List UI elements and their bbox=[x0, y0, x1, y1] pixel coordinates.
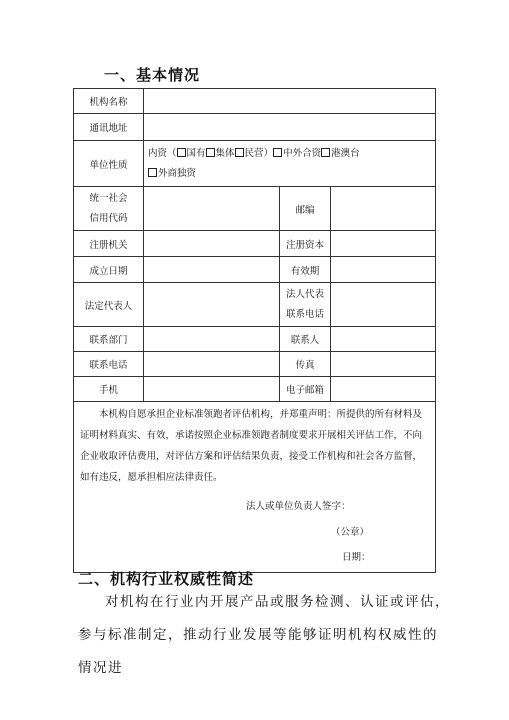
org-name-field[interactable] bbox=[144, 89, 436, 114]
phone-field[interactable] bbox=[144, 352, 280, 377]
unit-nature-label: 单位性质 bbox=[74, 141, 144, 187]
legal-rep-phone-label bbox=[280, 283, 331, 327]
credit-code-field[interactable] bbox=[144, 187, 280, 231]
email-label: 电子邮箱 bbox=[280, 377, 331, 402]
valid-field[interactable] bbox=[331, 257, 436, 283]
checkbox-collective[interactable] bbox=[206, 148, 215, 157]
section-2-body bbox=[78, 586, 450, 685]
mobile-field[interactable] bbox=[144, 377, 280, 402]
unit-nature-options bbox=[144, 141, 436, 187]
legal-rep-field[interactable] bbox=[144, 283, 280, 327]
option-foreign-owned-label: 外商独资 bbox=[158, 167, 197, 179]
legal-rep-phone-label-line1: 法人代表 bbox=[285, 288, 324, 300]
domestic-capital-label: 内资（ bbox=[148, 147, 177, 159]
option-private-label: 民营 bbox=[244, 147, 264, 159]
reg-authority-field[interactable] bbox=[144, 231, 280, 257]
dept-field[interactable] bbox=[144, 327, 280, 352]
contact-label: 联系人 bbox=[280, 327, 331, 352]
option-joint-venture-label: 中外合资 bbox=[283, 147, 322, 159]
checkbox-foreign-owned[interactable] bbox=[148, 168, 157, 177]
address-field[interactable] bbox=[144, 114, 436, 141]
signature-area bbox=[74, 488, 435, 572]
email-field[interactable] bbox=[331, 377, 436, 402]
postcode-label: 邮编 bbox=[280, 187, 331, 231]
postcode-field[interactable] bbox=[331, 187, 436, 231]
contact-field[interactable] bbox=[331, 327, 436, 352]
declaration-text: 本机构自愿承担企业标准领跑者评估机构，并郑重声明：所提供的所有材料及证明材料真实、有效，承诺按照企业标准领跑者制度要求开展相关评估工作，不向企业收取评估费用，对评估方案和评估结果负责，接受工作机构和社会各方监督，如有违反，愿承担相应法律责任。 bbox=[80, 409, 423, 483]
mobile-label: 手机 bbox=[74, 377, 144, 402]
section-2-paragraph: 对机构在行业内开展产品或服务检测、认证或评估，参与标准制定，推动行业发展等能够证明机构权威性的情况进 bbox=[78, 594, 450, 676]
reg-authority-label: 注册机关 bbox=[74, 231, 144, 257]
checkbox-private[interactable] bbox=[235, 148, 244, 157]
option-state-owned-label: 国有 bbox=[186, 147, 206, 159]
credit-code-label bbox=[74, 187, 144, 231]
date-label: 日期： bbox=[342, 552, 371, 563]
legal-rep-phone-field[interactable] bbox=[331, 283, 436, 327]
checkbox-joint-venture[interactable] bbox=[273, 148, 282, 157]
signature-label: 法人或单位负责人签字： bbox=[246, 501, 351, 512]
fax-label: 传真 bbox=[280, 352, 331, 377]
reg-capital-field[interactable] bbox=[331, 231, 436, 257]
section-2-title: 二、机构行业权威性简述 bbox=[78, 570, 255, 588]
checkbox-state-owned[interactable] bbox=[177, 148, 186, 157]
founded-field[interactable] bbox=[144, 257, 280, 283]
fax-field[interactable] bbox=[331, 352, 436, 377]
seal-label: （公章） bbox=[331, 527, 370, 538]
reg-capital-label: 注册资本 bbox=[280, 231, 331, 257]
legal-rep-label: 法定代表人 bbox=[74, 283, 144, 327]
phone-label: 联系电话 bbox=[74, 352, 144, 377]
founded-label: 成立日期 bbox=[74, 257, 144, 283]
section-1-title: 一、基本情况 bbox=[104, 66, 201, 84]
credit-code-label-line2: 信用代码 bbox=[89, 212, 128, 224]
option-collective-label: 集体 bbox=[215, 147, 235, 159]
checkbox-hk-macao-taiwan[interactable] bbox=[321, 148, 330, 157]
valid-label: 有效期 bbox=[280, 257, 331, 283]
address-label: 通讯地址 bbox=[74, 114, 144, 141]
basic-info-table bbox=[73, 88, 436, 573]
dept-label: 联系部门 bbox=[74, 327, 144, 352]
domestic-close-paren: ） bbox=[263, 147, 274, 159]
option-hk-macao-taiwan-label: 港澳台 bbox=[331, 147, 360, 159]
declaration-cell bbox=[74, 402, 436, 573]
legal-rep-phone-label-line2: 联系电话 bbox=[285, 308, 324, 320]
org-name-label: 机构名称 bbox=[74, 89, 144, 114]
credit-code-label-line1: 统一社会 bbox=[89, 192, 128, 204]
